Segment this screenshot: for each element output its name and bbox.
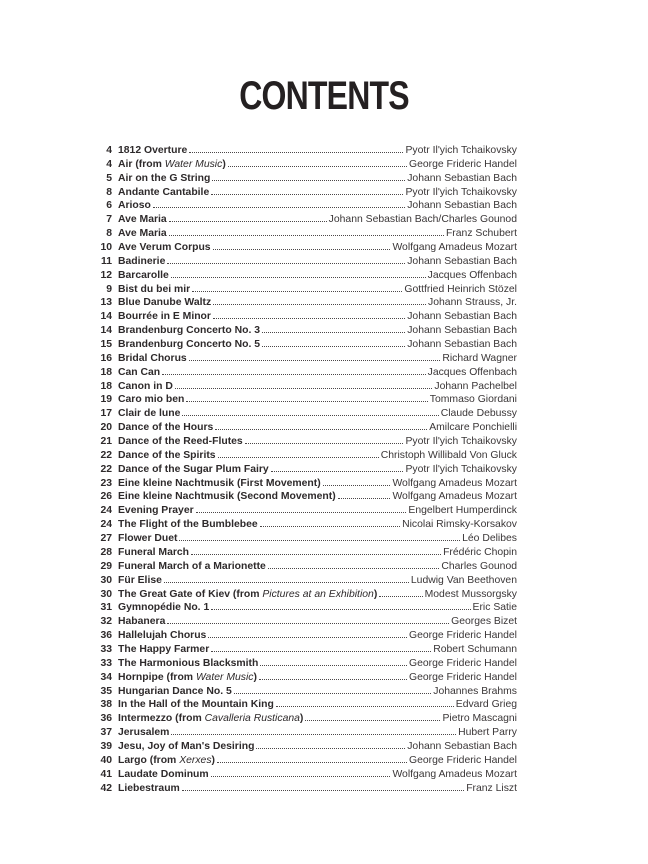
toc-page-number: 42: [100, 782, 112, 794]
toc-title-segment: Andante Cantabile: [118, 186, 210, 198]
toc-composer: Johann Sebastian Bach: [407, 311, 517, 323]
toc-composer: Johann Sebastian Bach: [407, 200, 517, 212]
dot-leader: [213, 248, 391, 250]
toc-title-italic-segment: Water Music: [164, 158, 223, 170]
toc-entry-row: [88, 477, 517, 491]
toc-title-segment: Liebestraum: [118, 782, 180, 794]
toc-entry-row: [88, 324, 517, 338]
toc-entry-row: [88, 768, 517, 782]
toc-composer: Nicolai Rimsky-Korsakov: [402, 519, 517, 531]
toc-title: [118, 380, 173, 394]
toc-title-segment: ): [373, 588, 378, 600]
toc-title-segment: Dance of the Hours: [118, 422, 214, 434]
toc-title-segment: Jesu, Joy of Man's Desiring: [118, 740, 255, 752]
toc-page-number: 33: [100, 643, 112, 655]
toc-title: [118, 712, 303, 726]
toc-entry-row: [88, 449, 517, 463]
toc-title-segment: Clair de lune: [118, 408, 181, 420]
toc-page-number: 18: [100, 366, 112, 378]
page-title: CONTENTS: [239, 74, 409, 118]
toc-page-number: 8: [106, 186, 112, 198]
toc-title-italic-segment: Pictures at an Exhibition: [262, 588, 374, 600]
toc-composer: Gottfried Heinrich Stözel: [404, 283, 517, 295]
toc-title: [118, 629, 206, 643]
toc-page-number: 40: [100, 754, 112, 766]
toc-composer: Amilcare Ponchielli: [429, 422, 517, 434]
toc-page-number: 13: [100, 297, 112, 309]
toc-page-number: 20: [100, 422, 112, 434]
toc-title: [118, 657, 258, 671]
toc-title: [118, 449, 216, 463]
toc-title-segment: Eine kleine Nachtmusik (First Movement): [118, 477, 321, 489]
toc-title: [118, 754, 215, 768]
toc-entry-row: [88, 463, 517, 477]
toc-title: [118, 324, 260, 338]
toc-entry-row: [88, 643, 517, 657]
toc-title: [118, 685, 232, 699]
toc-title: [118, 241, 211, 255]
toc-title: [118, 768, 209, 782]
toc-title-segment: Air on the G String: [118, 172, 211, 184]
toc-title: [118, 532, 177, 546]
dot-leader: [323, 484, 391, 486]
toc-page-number: 29: [100, 560, 112, 572]
dot-leader: [212, 179, 405, 181]
dot-leader: [208, 636, 407, 638]
toc-entry-row: [88, 698, 517, 712]
dot-leader: [211, 775, 391, 777]
toc-entry-row: [88, 144, 517, 158]
toc-composer: Wolfgang Amadeus Mozart: [392, 242, 517, 254]
toc-title-segment: Jerusalem: [118, 727, 170, 739]
toc-page-number: 23: [100, 477, 112, 489]
dot-leader: [167, 262, 405, 264]
toc-title-segment: Brandenburg Concerto No. 5: [118, 339, 261, 351]
toc-entry-row: [88, 310, 517, 324]
toc-page-number: 33: [100, 657, 112, 669]
toc-composer: Charles Gounod: [441, 560, 517, 572]
toc-composer: Johann Sebastian Bach: [407, 172, 517, 184]
toc-page-number: 4: [106, 145, 112, 156]
toc-page-number: 12: [100, 269, 112, 281]
toc-entry-row: [88, 546, 517, 560]
toc-composer: Hubert Parry: [458, 727, 517, 739]
toc-title-segment: ): [222, 158, 226, 170]
toc-title: [118, 588, 377, 602]
dot-leader: [191, 553, 441, 555]
dot-leader: [211, 608, 470, 610]
toc-title: [118, 463, 269, 477]
dot-leader: [171, 276, 426, 278]
toc-title-segment: Funeral March of a Marionette: [118, 560, 266, 572]
toc-entry-row: [88, 560, 517, 574]
toc-title: [118, 601, 209, 615]
toc-composer: Franz Schubert: [445, 228, 517, 240]
toc-composer: Wolfgang Amadeus Mozart: [392, 491, 517, 503]
toc-composer: Johannes Brahms: [433, 685, 517, 697]
dot-leader: [262, 331, 405, 333]
toc-composer: George Frideric Handel: [409, 657, 517, 669]
toc-title: [118, 504, 194, 518]
toc-title: [118, 477, 321, 491]
toc-entry-row: [88, 490, 517, 504]
toc-title: [118, 144, 187, 158]
toc-title-segment: Ave Maria: [118, 214, 167, 226]
toc-page-number: 26: [100, 491, 112, 503]
toc-title-segment: Für Elise: [118, 574, 162, 586]
toc-title-segment: ): [211, 754, 215, 766]
toc-composer: Franz Liszt: [466, 782, 517, 794]
toc-page-number: 22: [100, 463, 112, 475]
toc-composer: Eric Satie: [472, 602, 517, 614]
toc-page-number: 6: [106, 200, 112, 212]
toc-composer: Robert Schumann: [433, 643, 517, 655]
toc-title-segment: In the Hall of the Mountain King: [118, 699, 274, 711]
toc-title-segment: Barcarolle: [118, 269, 169, 281]
dot-leader: [182, 789, 464, 791]
toc-title-segment: Blue Danube Waltz: [118, 297, 212, 309]
toc-entry-row: [88, 629, 517, 643]
toc-entry-row: [88, 296, 517, 310]
toc-entry-row: [88, 186, 517, 200]
toc-title: [118, 366, 160, 380]
toc-composer: Edvard Grieg: [455, 699, 517, 711]
toc-title: [118, 435, 243, 449]
toc-title-segment: Arioso: [118, 200, 151, 212]
toc-title: [118, 338, 260, 352]
toc-page-number: 11: [101, 255, 112, 267]
toc-page-number: 36: [100, 713, 112, 725]
toc-title: [118, 740, 254, 754]
toc-title-segment: Ave Verum Corpus: [118, 242, 211, 254]
toc-page-number: 32: [100, 616, 112, 628]
dot-leader: [179, 539, 460, 541]
dot-leader: [167, 622, 449, 624]
dot-leader: [213, 303, 426, 305]
toc-title: [118, 671, 257, 685]
toc-title: [118, 227, 167, 241]
toc-entry-row: [88, 158, 517, 172]
toc-composer: Jacques Offenbach: [427, 366, 517, 378]
toc-composer: George Frideric Handel: [409, 158, 517, 170]
toc-composer: George Frideric Handel: [409, 630, 517, 642]
dot-leader: [268, 567, 440, 569]
dot-leader: [259, 678, 407, 680]
toc-title: [118, 393, 184, 407]
dot-leader: [260, 664, 407, 666]
toc-title-segment: Intermezzo (from: [118, 713, 205, 725]
toc-page-number: 36: [100, 630, 112, 642]
toc-title-italic-segment: Cavalleria Rusticana: [204, 713, 300, 725]
toc-page-number: 14: [100, 325, 112, 337]
toc-composer: Engelbert Humperdinck: [408, 505, 517, 517]
toc-composer: Christoph Willibald Von Gluck: [380, 449, 517, 461]
toc-title: [118, 283, 190, 297]
toc-composer: Pyotr Il'yich Tchaikovsky: [405, 463, 517, 475]
toc-entry-row: [88, 435, 517, 449]
toc-page-number: 28: [100, 546, 112, 558]
toc-list: [88, 144, 517, 795]
toc-title: [118, 255, 165, 269]
dot-leader: [245, 442, 404, 444]
toc-page-number: 17: [100, 408, 112, 420]
toc-title-segment: ): [299, 713, 304, 725]
toc-page-number: 30: [100, 588, 112, 600]
toc-page-number: 30: [100, 574, 112, 586]
toc-composer: Johann Strauss, Jr.: [428, 297, 517, 309]
toc-composer: Pyotr Il'yich Tchaikovsky: [405, 145, 517, 156]
dot-leader: [215, 428, 427, 430]
toc-title-segment: The Harmonious Blacksmith: [118, 657, 259, 669]
toc-composer: Pyotr Il'yich Tchaikovsky: [405, 436, 517, 448]
toc-composer: George Frideric Handel: [409, 754, 517, 766]
dot-leader: [217, 761, 407, 763]
toc-page-number: 38: [100, 699, 112, 711]
toc-title: [118, 560, 266, 574]
toc-title-segment: Habanera: [118, 616, 166, 628]
toc-page-number: 18: [100, 380, 112, 392]
toc-title: [118, 172, 210, 186]
toc-entry-row: [88, 269, 517, 283]
toc-title-segment: Funeral March: [118, 546, 190, 558]
toc-entry-row: [88, 380, 517, 394]
dot-leader: [213, 317, 405, 319]
toc-title-segment: The Flight of the Bumblebee: [118, 519, 258, 531]
toc-title: [118, 643, 209, 657]
dot-leader: [211, 650, 431, 652]
toc-entry-row: [88, 712, 517, 726]
toc-page-number: 5: [106, 172, 112, 184]
toc-title: [118, 490, 336, 504]
toc-entry-row: [88, 213, 517, 227]
toc-entry-row: [88, 393, 517, 407]
toc-page-number: 19: [100, 394, 112, 406]
toc-title-segment: Flower Duet: [118, 533, 178, 545]
toc-entry-row: [88, 241, 517, 255]
dot-leader: [182, 414, 438, 416]
toc-title-segment: Bist du bei mir: [118, 283, 191, 295]
toc-composer: Modest Mussorgsky: [424, 588, 517, 600]
toc-title: [118, 407, 180, 421]
dot-leader: [189, 151, 403, 153]
toc-entry-row: [88, 574, 517, 588]
toc-title: [118, 296, 211, 310]
toc-page-number: 24: [100, 505, 112, 517]
toc-title-segment: Brandenburg Concerto No. 3: [118, 325, 261, 337]
toc-composer: Johann Pachelbel: [434, 380, 517, 392]
dot-leader: [256, 747, 405, 749]
toc-page-number: 8: [106, 228, 112, 240]
dot-leader: [218, 456, 379, 458]
toc-title-segment: Can Can: [118, 366, 161, 378]
toc-page-number: 10: [100, 242, 112, 254]
dot-leader: [189, 359, 441, 361]
dot-leader: [211, 193, 403, 195]
toc-composer: Johann Sebastian Bach/Charles Gounod: [328, 214, 517, 226]
toc-entry-row: [88, 740, 517, 754]
toc-entry-row: [88, 615, 517, 629]
toc-title-segment: Hallelujah Chorus: [118, 630, 207, 642]
toc-title: [118, 421, 213, 435]
toc-title-segment: ): [253, 671, 257, 683]
dot-leader: [192, 290, 402, 292]
dot-leader: [162, 373, 425, 375]
toc-entry-row: [88, 283, 517, 297]
toc-page-number: 31: [100, 602, 112, 614]
toc-title-segment: Dance of the Spirits: [118, 449, 216, 461]
toc-page-number: 14: [100, 311, 112, 323]
toc-entry-row: [88, 227, 517, 241]
toc-composer: Johann Sebastian Bach: [407, 339, 517, 351]
toc-entry-row: [88, 255, 517, 269]
dot-leader: [175, 387, 433, 389]
toc-title-segment: Eine kleine Nachtmusik (Second Movement): [118, 491, 336, 503]
toc-page-number: 27: [100, 533, 112, 545]
toc-title-segment: Largo (from: [118, 754, 180, 766]
toc-title-segment: Caro mio ben: [118, 394, 185, 406]
dot-leader: [196, 511, 407, 513]
toc-composer: Pyotr Il'yich Tchaikovsky: [405, 186, 517, 198]
toc-composer: Richard Wagner: [442, 352, 517, 364]
toc-entry-row: [88, 588, 517, 602]
toc-entry-row: [88, 338, 517, 352]
toc-entry-row: [88, 671, 517, 685]
toc-page-number: 21: [100, 436, 112, 448]
toc-composer: Georges Bizet: [451, 616, 517, 628]
toc-title-segment: Laudate Dominum: [118, 768, 209, 780]
dot-leader: [153, 206, 405, 208]
toc-entry-row: [88, 726, 517, 740]
toc-title-segment: Gymnopédie No. 1: [118, 602, 210, 614]
toc-title: [118, 352, 187, 366]
dot-leader: [338, 497, 391, 499]
toc-title: [118, 574, 162, 588]
toc-composer: Tommaso Giordani: [429, 394, 517, 406]
toc-page-number: 41: [100, 768, 112, 780]
toc-composer: Jacques Offenbach: [427, 269, 517, 281]
toc-entry-row: [88, 504, 517, 518]
toc-title-segment: Ave Maria: [118, 228, 167, 240]
toc-entry-row: [88, 754, 517, 768]
toc-page-number: 39: [100, 740, 112, 752]
dot-leader: [169, 220, 327, 222]
toc-title: [118, 158, 226, 172]
toc-title-segment: Hungarian Dance No. 5: [118, 685, 232, 697]
toc-page-number: 4: [106, 158, 112, 170]
toc-title-segment: Canon in D: [118, 380, 173, 392]
toc-composer: Frédéric Chopin: [443, 546, 517, 558]
dot-leader: [379, 595, 422, 597]
toc-page-number: 15: [100, 339, 112, 351]
toc-title: [118, 782, 180, 796]
toc-composer: Wolfgang Amadeus Mozart: [392, 768, 517, 780]
toc-title: [118, 615, 165, 629]
toc-page-number: 34: [100, 671, 112, 683]
toc-composer: Claude Debussy: [440, 408, 517, 420]
toc-title-segment: Air (from: [118, 158, 165, 170]
toc-entry-row: [88, 532, 517, 546]
toc-page-number: 9: [106, 283, 112, 295]
toc-title-segment: Hornpipe (from: [118, 671, 196, 683]
toc-title: [118, 269, 169, 283]
toc-page-number: 24: [100, 519, 112, 531]
toc-title: [118, 186, 209, 200]
toc-title-segment: Evening Prayer: [118, 505, 194, 517]
toc-entry-row: [88, 407, 517, 421]
toc-page-number: 7: [106, 214, 112, 226]
toc-entry-row: [88, 601, 517, 615]
toc-composer: Wolfgang Amadeus Mozart: [392, 477, 517, 489]
toc-composer: Léo Delibes: [462, 533, 517, 545]
dot-leader: [260, 525, 400, 527]
dot-leader: [262, 345, 405, 347]
toc-title: [118, 199, 151, 213]
toc-entry-row: [88, 366, 517, 380]
dot-leader: [271, 470, 404, 472]
toc-title: [118, 546, 189, 560]
toc-page-number: 16: [100, 352, 112, 364]
dot-leader: [169, 234, 444, 236]
toc-title-segment: The Great Gate of Kiev (from: [118, 588, 263, 600]
dot-leader: [171, 733, 456, 735]
toc-entry-row: [88, 352, 517, 366]
toc-composer: Johann Sebastian Bach: [407, 740, 517, 752]
dot-leader: [305, 719, 440, 721]
toc-page-number: 22: [100, 449, 112, 461]
toc-title-segment: Badinerie: [118, 255, 166, 267]
toc-page-number: 35: [100, 685, 112, 697]
toc-title: [118, 518, 258, 532]
toc-title-italic-segment: Xerxes: [179, 754, 212, 766]
toc-page-number: 37: [100, 727, 112, 739]
toc-title-segment: Bridal Chorus: [118, 352, 187, 364]
toc-composer: George Frideric Handel: [409, 671, 517, 683]
dot-leader: [234, 692, 432, 694]
toc-title: [118, 726, 169, 740]
toc-entry-row: [88, 421, 517, 435]
toc-title-italic-segment: Water Music: [195, 671, 254, 683]
dot-leader: [228, 165, 407, 167]
toc-title: [118, 310, 211, 324]
toc-composer: Ludwig Van Beethoven: [410, 574, 517, 586]
toc-title: [118, 213, 167, 227]
toc-entry-row: [88, 782, 517, 796]
toc-composer: Pietro Mascagni: [442, 713, 517, 725]
toc-title-segment: Dance of the Sugar Plum Fairy: [118, 463, 269, 475]
toc-composer: Johann Sebastian Bach: [407, 255, 517, 267]
dot-leader: [276, 705, 454, 707]
toc-entry-row: [88, 657, 517, 671]
toc-title-segment: The Happy Farmer: [118, 643, 210, 655]
toc-entry-row: [88, 685, 517, 699]
toc-title-segment: Bourrée in E Minor: [118, 311, 211, 323]
toc-entry-row: [88, 199, 517, 213]
toc-title-segment: Dance of the Reed-Flutes: [118, 436, 243, 448]
toc-title: [118, 698, 274, 712]
toc-entry-row: [88, 172, 517, 186]
toc-composer: Johann Sebastian Bach: [407, 325, 517, 337]
dot-leader: [164, 581, 409, 583]
dot-leader: [186, 400, 427, 402]
toc-entry-row: [88, 518, 517, 532]
toc-title-segment: 1812 Overture: [118, 145, 188, 156]
